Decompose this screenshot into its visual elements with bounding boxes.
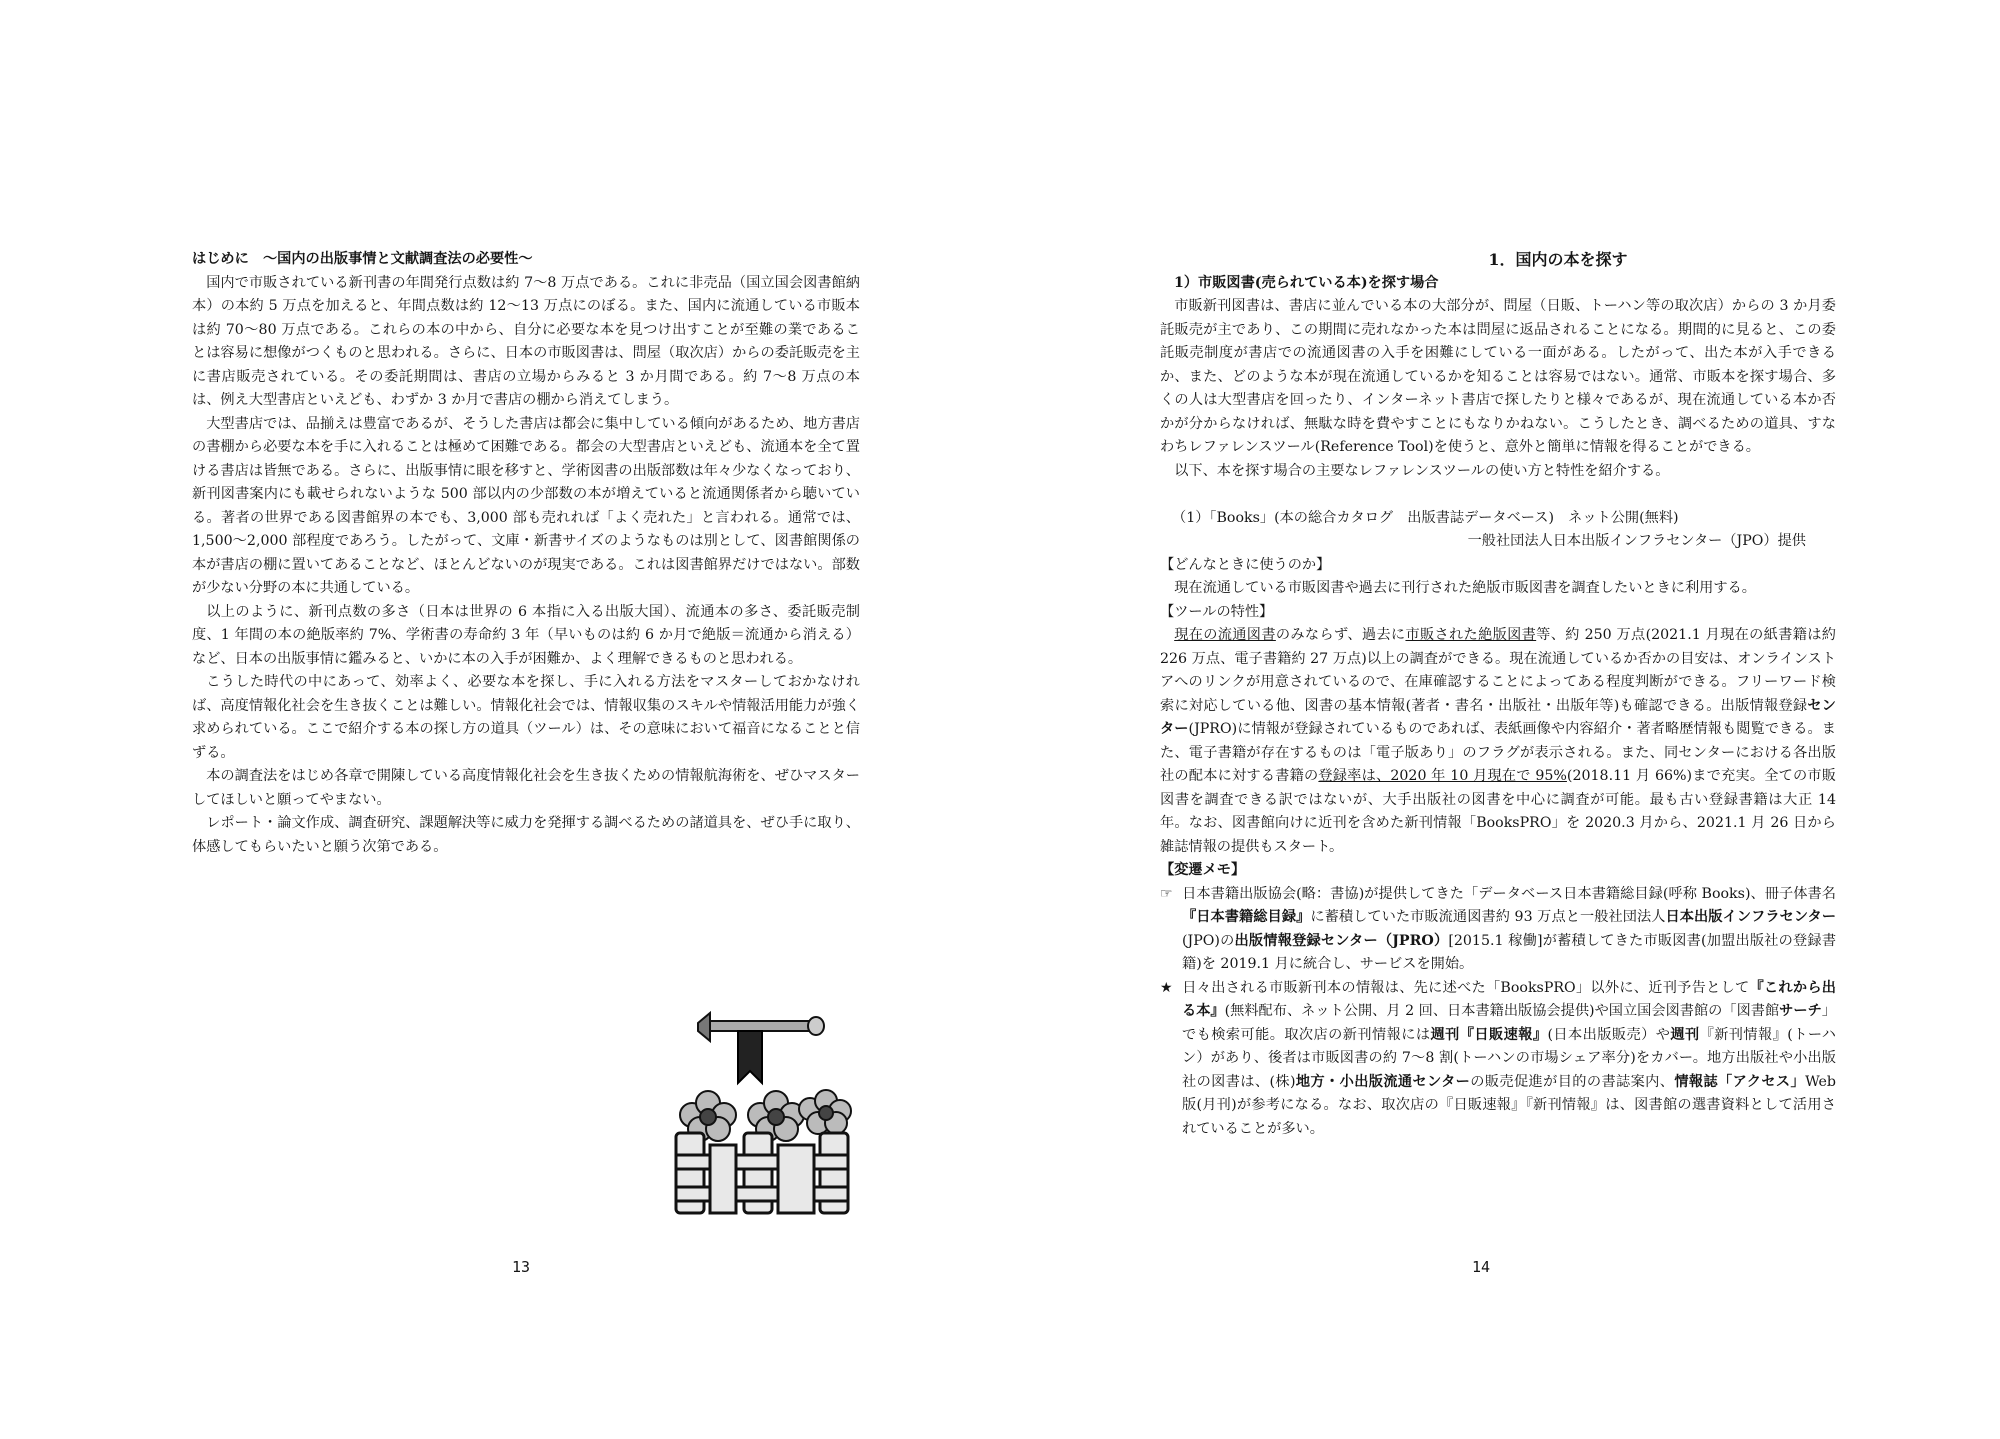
pointing-hand-icon: ☞ <box>1160 885 1173 902</box>
section-title: 1）市販図書(売られている本)を探す場合 <box>1174 274 1439 291</box>
features-text: 現在の流通図書のみならず、過去に市販された絶版図書等、約 250 万点(2021.1 月現在の紙書籍は約 226 万点、電子書籍約 27 万点)以上の調査ができる。現在流通しているか否かの目安は、オンラインストアへのリンクが用意されているので、在庫確認することによってある程度判断ができる。フリーワード検索に対応している他、図書の基本情報(著者・書名・出版社・出版年等)も確認できる。出版情報登録センター(JPRO)に情報が登録されているものであれば、表紙画像や内容紹介・著者略歴情報も閲覧できる。また、電子書籍が存在するものは「電子版あり」のフラグが表示される。また、同センターにおける各出版社の配本に対する書籍の登録率は、2020 年 10 月現在で 95%(2018.11 月 66%)まで充実。全ての市販図書を調査できる訳ではないが、大手出版社の図書を中心に調査が可能。最も古い登録書籍は大正 14 年。なお、図書館向けに近刊を含めた新刊情報「BooksPRO」を 2020.3 月から、2021.1 月 26 日から雑誌情報の提供もスタート。 <box>1160 627 1836 855</box>
intro-paragraph-6: レポート・論文作成、調査研究、課題解決等に威力を発揮する調べるための諸道具を、ぜひ手に取り、体感してもらいたいと願う次第である。 <box>192 815 860 855</box>
when-text: 現在流通している市販図書や過去に刊行された絶版市販図書を調査したいときに利用する。 <box>1174 580 1756 596</box>
chapter-title: 1．国内の本を探す <box>1488 250 1628 269</box>
section-paragraph-1: 市販新刊図書は、書店に並んでいる本の大部分が、問屋（日販、トーハン等の取次店）からの 3 か月委託販売が主であり、この期間に売れなかった本は問屋に返品されることになる。期間的に見ると、この委託販売制度が書店での流通図書の入手を困難にしている一面がある。したがって、出た本が入手できるか、また、どのような本が現在流通しているかを知ることは容易ではない。通常、市販本を探す場合、多くの人は大型書店を回ったり、インターネット書店で探したりと様々であるが、現在流通している本か否かが分からなければ、無駄な時を費やすことにもなりかねない。こうしたとき、調べるための道具、すなわちレファレンスツール(Reference Tool)を使うと、意外と簡単に情報を得ることができる。 <box>1160 298 1836 455</box>
intro-paragraph-4: こうした時代の中にあって、効率よく、必要な本を探し、手に入れる方法をマスターしておかなければ、高度情報化社会を生き抜くことは難しい。情報化社会では、情報収集のスキルや情報活用能力が強く求められている。ここで紹介する本の探し方の道具（ツール）は、その意味において福音になることと信ずる。 <box>192 674 860 761</box>
page-number-left: 13 <box>512 1258 531 1276</box>
underlined-text: 市販された絶版図書 <box>1405 627 1537 643</box>
intro-paragraph-5: 本の調査法をはじめ各章で開陳している高度情報化社会を生き抜くための情報航海術を、ぜひマスターしてほしいと願ってやまない。 <box>192 768 860 808</box>
star-icon: ★ <box>1160 979 1173 996</box>
when-heading: 【どんなときに使うのか】 <box>1160 556 1331 573</box>
intro-paragraph-3: 以上のように、新刊点数の多さ（日本は世界の 6 本指に入る出版大国）、流通本の多さ、委託販売制度、1 年間の本の絶版率約 7%、学術書の寿命約 3 年（早いものは約 6 か月で絶版＝流通から消える）など、日本の出版事情に鑑みると、いかに本の入手が困難か、よく理解できるものと思われる。 <box>192 603 860 667</box>
memo-item-2: ★ 日々出される市販新刊本の情報は、先に述べた「BooksPRO」以外に、近刊予告として『これから出る本』(無料配布、ネット公開、月 2 回、日本書籍出版協会提供)や国立国会図書館の「図書館サーチ」でも検索可能。取次店の新刊情報には週刊『日販速報』(日本出版販売）や週刊『新刊情報』(トーハン）があり、後者は市販図書の約 7～8 割(トーハンの市場シェア率分)をカバー。地方出版社や小出版社の図書は、(株)地方・小出版流通センターの販売促進が目的の書誌案内、情報誌「アクセス」Web 版(月刊)が参考になる。なお、取次店の『日販速報』『新刊情報』は、図書館の選書資料として活用されていることが多い。 <box>1160 977 1836 1142</box>
section-paragraph-2: 以下、本を探す場合の主要なレファレンスツールの使い方と特性を紹介する。 <box>1174 462 1670 479</box>
right-text-block <box>1160 248 1836 1141</box>
trumpet-flower-fence-icon <box>670 1005 860 1215</box>
intro-paragraph-2: 大型書店では、品揃えは豊富であるが、そうした書店は都会に集中している傾向があるため、地方書店の書棚から必要な本を手に入れることは極めて困難である。都会の大型書店といえども、流通本を全て置ける書店は皆無である。さらに、出版事情に眼を移すと、学術図書の出版部数は年々少なくなっており、新刊図書案内にも載せられないような 500 部以内の少部数の本が増えていると流通関係者から聴いている。著者の世界である図書館界の本でも、3,000 部も売れれば「よく売れた」と言われる。通常では、1,500～2,000 部程度であろう。したがって、文庫・新書サイズのようなものは別として、図書館関係の本が書店の棚に置いてあることなど、ほとんどないのが現実である。これは図書館界だけではない。部数が少ない分野の本に共通している。 <box>192 415 860 596</box>
memo-item-1: ☞ 日本書籍出版協会(略：書協)が提供してきた「データベース日本書籍総目録(呼称 Books)、冊子体書名『日本書籍総目録』に蓄積していた市販流通図書約 93 万点と一般社団法人日本出版インフラセンター(JPO)の出版情報登録センター（JPRO）[2015.1 稼働]が蓄積してきた市販図書(加盟出版社の登録書籍)を 2019.1 月に統合し、サービスを開始。 <box>1160 883 1836 977</box>
right-page <box>1000 0 2000 1439</box>
page-number-right: 14 <box>1472 1258 1491 1276</box>
memo-heading: 【変遷メモ】 <box>1160 862 1246 878</box>
underlined-text: 現在の流通図書 <box>1174 627 1276 643</box>
tool-heading: （1）「Books」(本の総合カタログ 出版書誌データベース) ネット公開(無料) <box>1172 509 1679 526</box>
features-heading: 【ツールの特性】 <box>1160 603 1274 620</box>
tool-provider: 一般社団法人日本出版インフラセンター（JPO）提供 <box>1467 533 1806 549</box>
intro-title: はじめに ～国内の出版事情と文献調査法の必要性～ <box>192 251 533 267</box>
intro-paragraph-1: 国内で市販されている新刊書の年間発行点数は約 7～8 万点である。これに非売品（国立国会図書館納本）の本約 5 万点を加えると、年間点数は約 12～13 万点にのぼる。また、国内に流通している市販本は約 70～80 万点である。これらの本の中から、自分に必要な本を見つけ出すことが至難の業であることは容易に想像がつくものと思われる。さらに、日本の市販図書は、問屋（取次店）からの委託販売を主に書店販売されている。その委託期間は、書店の立場からみると 3 か月間である。約 7～8 万点の本は、例え大型書店といえども、わずか 3 か月で書店の棚から消えてしまう。 <box>192 274 860 408</box>
underlined-text: 登録率は、2020 年 10 月現在で 95% <box>1318 768 1567 784</box>
left-text-block <box>192 248 860 859</box>
